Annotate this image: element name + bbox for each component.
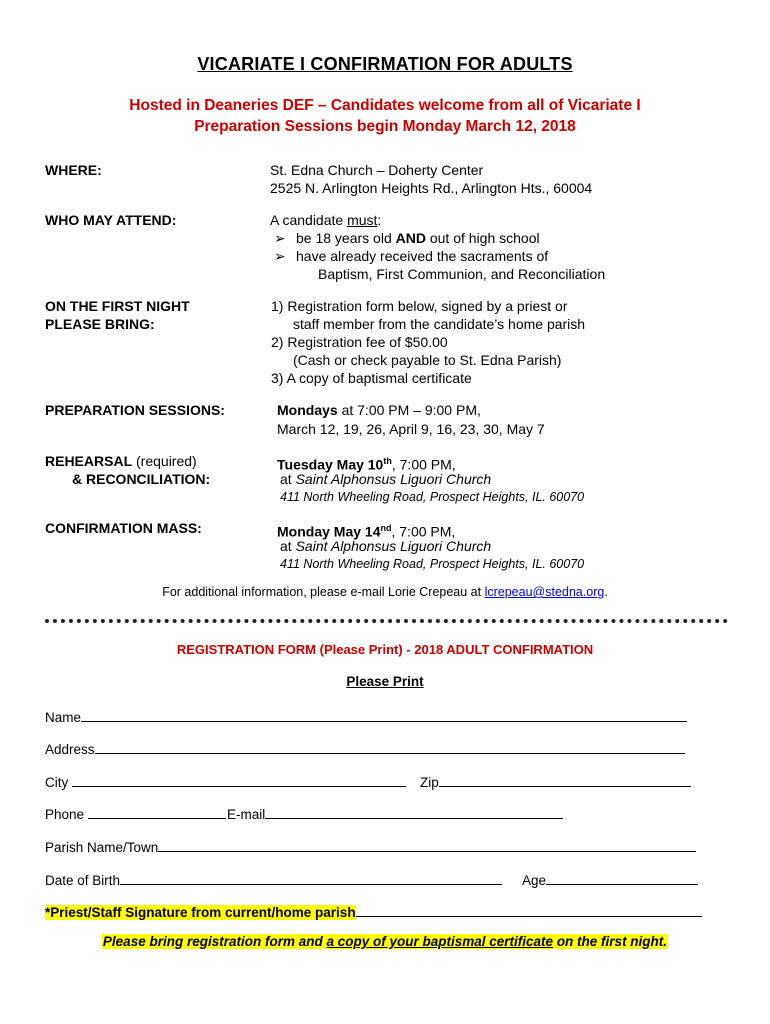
name-blank[interactable] [81,707,687,722]
rehearsal-time: , 7:00 PM, [391,456,456,473]
rehearsal-address: 411 North Wheeling Road, Prospect Heights, IL. 60070 [280,490,585,504]
where-line-1: St. Edna Church – Doherty Center [270,162,484,178]
signature-label: *Priest/Staff Signature from current/home parish [45,905,356,920]
rehearsal-label-2: & RECONCILIATION: [72,471,211,487]
bring-form-notice [0,933,770,951]
email-label: E-mail [227,807,266,822]
rehearsal-label-required: (required) [132,453,197,469]
mass-day: Monday May 14 [277,523,381,540]
attend-bullet-1-pre: be 18 years old [296,230,396,246]
arrow-bullet-icon: ➢ [274,230,286,246]
where-line-2: 2525 N. Arlington Heights Rd., Arlington Hts., 60004 [270,180,593,196]
mass-address: 411 North Wheeling Road, Prospect Heights, IL. 60070 [280,557,585,571]
attend-intro-must: must [347,212,378,228]
mass-at: at [280,538,296,554]
age-label: Age [522,873,547,888]
rehearsal-church: Saint Alphonsus Liguori Church [295,471,492,487]
dotted-divider [45,619,728,623]
age-blank[interactable] [546,870,698,885]
arrow-bullet-icon: ➢ [274,248,286,264]
phone-label: Phone [45,807,85,822]
mass-day-suffix: nd [380,523,392,533]
parish-label: Parish Name/Town [45,840,159,855]
attend-intro [270,211,381,229]
bring-item-1-line-2: staff member from the candidate’s home parish [293,316,586,332]
mass-time: , 7:00 PM, [391,523,456,540]
subtitle-deaneries: Hosted in Deaneries DEF – Candidates welcome from all of Vicariate I [129,97,641,114]
signature-field[interactable] [45,902,702,922]
signature-blank[interactable] [356,902,702,917]
rehearsal-at: at [280,471,296,487]
city-label: City [45,775,69,790]
dob-blank[interactable] [120,870,502,885]
city-blank[interactable] [72,772,406,787]
attend-bullet-2-line-1: have already received the sacraments of [296,248,549,264]
address-field[interactable] [45,739,685,759]
registration-title: REGISTRATION FORM (Please Print) - 2018 ADULT CONFIRMATION [176,642,594,657]
bring-item-2-line-1: 2) Registration fee of $50.00 [271,334,448,350]
rehearsal-day: Tuesday May 10 [277,456,384,473]
contact-email-link[interactable]: lcrepeau@stedna.org [484,585,605,599]
bring-item-3: 3) A copy of baptismal certificate [271,370,472,386]
attend-bullet-2 [274,247,548,265]
attend-intro-post: : [377,212,382,228]
where-label: WHERE: [45,162,102,178]
rehearsal-day-suffix: th [383,456,392,466]
mass-location [280,537,491,555]
contact-line [0,585,770,599]
sessions-dates: March 12, 19, 26, April 9, 16, 23, 30, May 7 [277,421,545,437]
mass-church: Saint Alphonsus Liguori Church [295,538,492,554]
sessions-line-1 [277,401,481,419]
address-label: Address [45,742,95,757]
sessions-label: PREPARATION SESSIONS: [45,402,225,418]
rehearsal-label-bold: REHEARSAL [45,453,133,469]
phone-field[interactable] [45,804,226,824]
age-field[interactable] [522,870,698,890]
attend-bullet-1-and: AND [395,230,426,246]
parish-field[interactable] [45,837,696,857]
notice-underlined: a copy of your baptismal certificate [326,934,554,949]
phone-blank[interactable] [88,804,226,819]
rehearsal-label-1 [45,452,197,470]
bring-label-1: ON THE FIRST NIGHT [45,298,190,314]
name-label: Name [45,710,82,725]
notice-post: on the first night. [553,934,668,949]
city-field[interactable] [45,772,406,792]
attend-label: WHO MAY ATTEND: [45,212,177,228]
contact-end: . [604,585,608,599]
subtitle-sessions: Preparation Sessions begin Monday March 12, 2018 [194,118,576,135]
zip-field[interactable] [420,772,691,792]
mass-label: CONFIRMATION MASS: [45,520,202,536]
please-print-heading: Please Print [346,674,424,689]
name-field[interactable] [45,707,687,727]
attend-intro-pre: A candidate [270,212,348,228]
page-title: VICARIATE I CONFIRMATION FOR ADULTS [197,54,573,74]
email-field[interactable] [227,804,563,824]
attend-bullet-1 [274,229,540,247]
email-blank[interactable] [265,804,563,819]
dob-label: Date of Birth [45,873,121,888]
sessions-day: Mondays [277,402,338,418]
attend-bullet-1-post: out of high school [425,230,540,246]
zip-label: Zip [420,775,439,790]
bring-item-1-line-1: 1) Registration form below, signed by a priest or [271,298,568,314]
contact-text: For additional information, please e-mail Lorie Crepeau at [162,585,485,599]
zip-blank[interactable] [439,772,691,787]
notice-pre: Please bring registration form and [102,934,327,949]
bring-label-2: PLEASE BRING: [45,316,155,332]
attend-bullet-2-line-2: Baptism, First Communion, and Reconciliation [318,266,606,282]
parish-blank[interactable] [158,837,696,852]
bring-item-2-line-2: (Cash or check payable to St. Edna Parish) [293,352,562,368]
notice-highlight [102,934,668,949]
address-blank[interactable] [95,739,685,754]
sessions-time: at 7:00 PM – 9:00 PM, [337,402,481,418]
dob-field[interactable] [45,870,502,890]
rehearsal-location [280,470,491,488]
